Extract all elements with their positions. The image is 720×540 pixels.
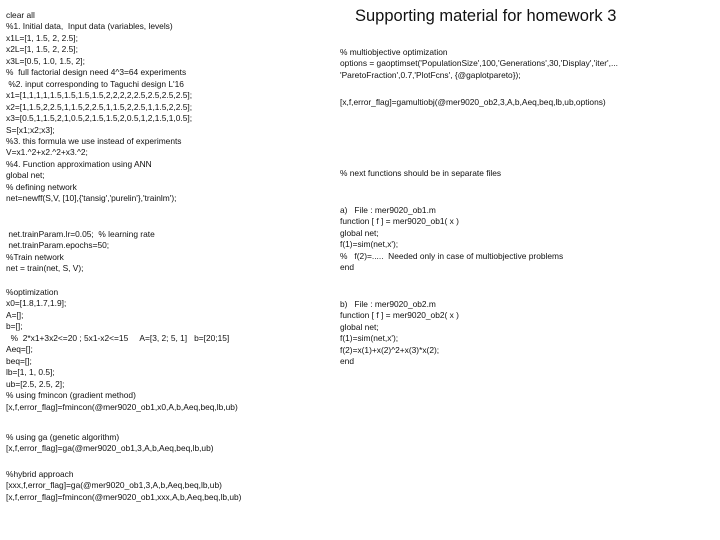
code-block-gamultiobj: [x,f,error_flag]=gamultiobj(@mer9020_ob2,3,A,b,Aeq,beq,lb,ub,options) [340, 97, 606, 107]
code-block-note: % next functions should be in separate files [340, 168, 502, 178]
code-block-ga: % using ga (genetic algorithm) [x,f,error_flag]=ga(@mer9020_ob1,3,A,b,Aeq,beq,lb,ub) [6, 432, 214, 454]
code-block-file-ob1: a) File : mer9020_ob1.m function [ f ] = mer9020_ob1( x ) global net; f(1)=sim(net,x'); % f(2)=..... Needed only in case of multiobjective problems end [340, 205, 564, 273]
code-block-hybrid: %hybrid approach [xxx,f,error_flag]=ga(@mer9020_ob1,3,A,b,Aeq,beq,lb,ub) [x,f,error_flag]=fmincon(@mer9020_ob1,xxx,A,b,Aeq,beq,lb,ub) [6, 469, 242, 502]
code-block-initial-data: clear all %1. Initial data, Input data (variables, levels) x1L=[1, 1.5, 2, 2.5]; x2L=[1, 1.5, 2, 2.5]; x3L=[0.5, 1.0, 1.5, 2]; % full factorial design need 4^3=64 experiments %2. input corresponding to Taguchi design L'16 x1=[1,1,1,1,1.5,1.5,1.5,1.5,2,2,2,2,2.5,2.5,2.5,2.5]; x2=[1,1.5,2,2.5,1,1.5,2,2.5,1,1.5,2,2.5,1,1.5,2,2.5]; x3=[0.5,1,1.5,2,1,0.5,2,1.5,1.5,2,0.5,1,2,1.5,1,0.5]; S=[x1;x2;x3]; %3. this formula we use instead of experiments V=x1.^2+x2.^2+x3.^2; %4. Function approximation using ANN global net; % defining network net=newff(S,V, [10],{'tansig','purelin'},'trainlm'); [6, 10, 193, 204]
page-title: Supporting material for homework 3 [355, 7, 617, 25]
code-block-file-ob2: b) File : mer9020_ob2.m function [ f ] = mer9020_ob2( x ) global net; f(1)=sim(net,x'); f(2)=x(1)+x(2)^2+x(3)*x(2); end [340, 299, 459, 367]
code-block-train-params: net.trainParam.lr=0.05; % learning rate net.trainParam.epochs=50; %Train network net = train(net, S, V); [6, 229, 155, 274]
code-block-optimization: %optimization x0=[1.8,1.7,1.9]; A=[]; b=[]; % 2*x1+3x2<=20 ; 5x1-x2<=15 A=[3, 2; 5, 1] b=[20;15] Aeq=[]; beq=[]; lb=[1, 1, 0.5]; ub=[2.5, 2.5, 2]; % using fmincon (gradient method) [x,f,error_flag]=fmincon(@mer9020_ob1,x0,A,b,Aeq,beq,lb,ub) [6, 287, 238, 412]
code-block-multiobjective: % multiobjective optimization options = gaoptimset('PopulationSize',100,'Generations',30,'Display','iter',... 'ParetoFraction',0.7,'PlotFcns', {@gaplotpareto}); [340, 47, 618, 80]
